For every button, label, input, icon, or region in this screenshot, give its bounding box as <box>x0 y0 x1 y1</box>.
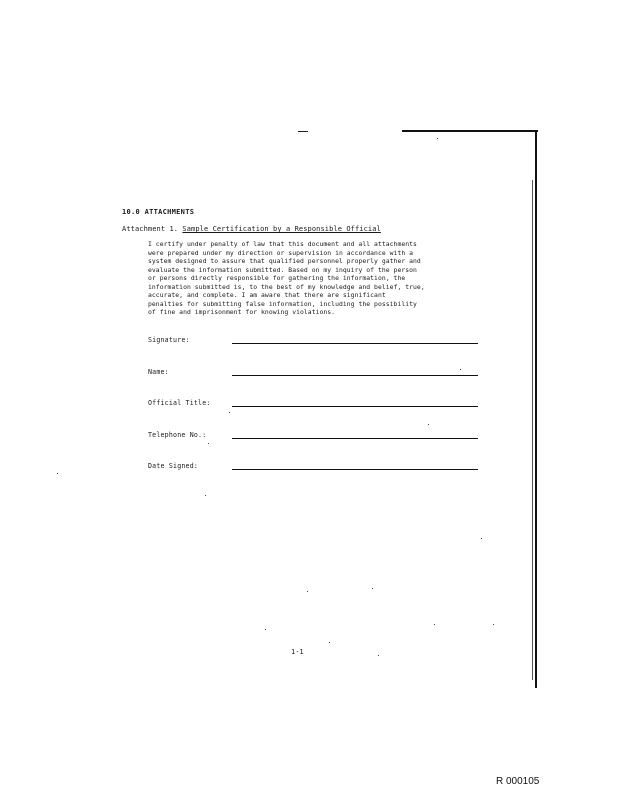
certification-line: of fine and imprisonment for knowing violations. <box>148 308 336 316</box>
telephone-field <box>148 427 478 439</box>
name-label: Name: <box>148 368 169 376</box>
scan-border-right <box>535 130 537 688</box>
certification-line: evaluate the information submitted. Based on my inquiry of the person <box>148 265 417 274</box>
certification-line: accurate, and complete. I am aware that there are significant <box>148 291 386 299</box>
scan-speck <box>307 591 308 592</box>
certification-line: system designed to assure that qualified personnel properly gather and <box>148 257 421 265</box>
attachment-prefix: Attachment 1. <box>122 225 183 233</box>
attachment-title <box>122 225 381 233</box>
scan-border-fragment <box>298 131 308 132</box>
official-title-label: Official Title: <box>148 399 211 407</box>
scan-speck <box>434 624 435 625</box>
telephone-label: Telephone No.: <box>148 431 207 439</box>
scan-speck <box>378 655 379 656</box>
page-number: 1-1 <box>291 648 304 656</box>
scan-speck <box>428 424 429 425</box>
name-line[interactable] <box>232 375 478 376</box>
certification-paragraph <box>148 240 478 317</box>
official-title-line[interactable] <box>232 406 478 407</box>
scan-speck <box>329 642 330 643</box>
certification-line: I certify under penalty of law that this document and all attachments <box>148 240 417 248</box>
scan-border-shadow <box>532 180 533 680</box>
attachment-title-text: Sample Certification by a Responsible Official <box>182 225 381 233</box>
scan-speck <box>372 588 373 589</box>
signature-label: Signature: <box>148 336 190 344</box>
scan-border-top <box>402 130 538 132</box>
signature-line[interactable] <box>232 343 478 344</box>
scan-speck <box>205 495 206 496</box>
name-field <box>148 364 478 376</box>
scan-speck <box>493 624 494 625</box>
signature-field <box>148 332 478 344</box>
date-signed-field <box>148 458 478 470</box>
scan-speck <box>481 538 482 539</box>
scan-speck <box>265 629 266 630</box>
scan-speck <box>57 473 58 474</box>
telephone-line[interactable] <box>232 438 478 439</box>
certification-line: were prepared under my direction or supervision in accordance with a <box>148 248 414 257</box>
bates-number: R 000105 <box>496 776 540 787</box>
scan-speck <box>229 412 230 413</box>
certification-line: or persons directly responsible for gathering the information, the <box>148 274 406 282</box>
certification-line: penalties for submitting false information, including the possibility <box>148 299 417 308</box>
section-heading: 10.0 ATTACHMENTS <box>122 208 195 216</box>
date-signed-label: Date Signed: <box>148 462 199 470</box>
date-signed-line[interactable] <box>232 469 478 470</box>
official-title-field <box>148 395 478 407</box>
scan-speck <box>460 369 461 370</box>
certification-line: information submitted is, to the best of my knowledge and belief, true, <box>148 282 425 291</box>
scan-speck <box>208 443 209 444</box>
scan-speck <box>437 138 438 139</box>
